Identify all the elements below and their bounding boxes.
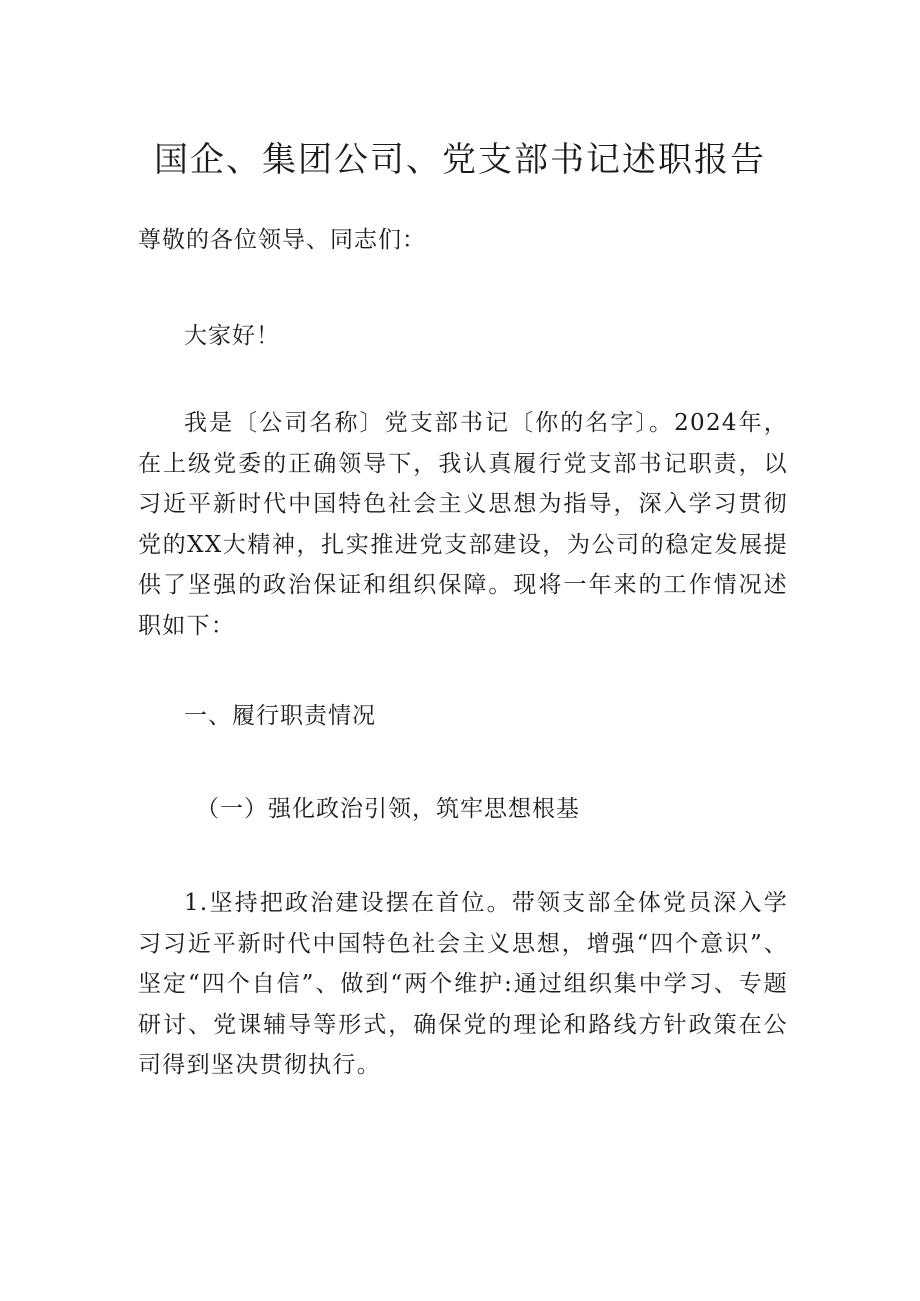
intro-paragraph: 我是〔公司名称〕党支部书记〔你的名字〕。2024年，在上级党委的正确领导下，我认真履行党支部书记职责，以习近平新时代中国特色社会主义思想为指导，深入学习贯彻党的XX大精神，扎实推进党支部建设，为公司的稳定发展提供了坚强的政治保证和组织保障。现将一年来的工作情况述职如下： xyxy=(138,410,788,639)
salutation: 尊敬的各位领导、同志们： xyxy=(138,227,426,253)
section-heading: 一、履行职责情况 xyxy=(184,703,376,729)
document-title: 国企、集团公司、党支部书记述职报告 xyxy=(154,140,766,180)
greeting: 大家好！ xyxy=(184,323,280,349)
item-paragraph: 1.坚持把政治建设摆在首位。带领支部全体党员深入学习习近平新时代中国特色社会主义思想，增强“四个意识”、坚定“四个自信”、做到“两个维护:通过组织集中学习、专题研讨、党课辅导等形式，确保党的理论和路线方针政策在公司得到坚决贯彻执行。 xyxy=(138,890,788,1078)
subsection-heading: （一）强化政治引领，筑牢思想根基 xyxy=(196,796,580,822)
